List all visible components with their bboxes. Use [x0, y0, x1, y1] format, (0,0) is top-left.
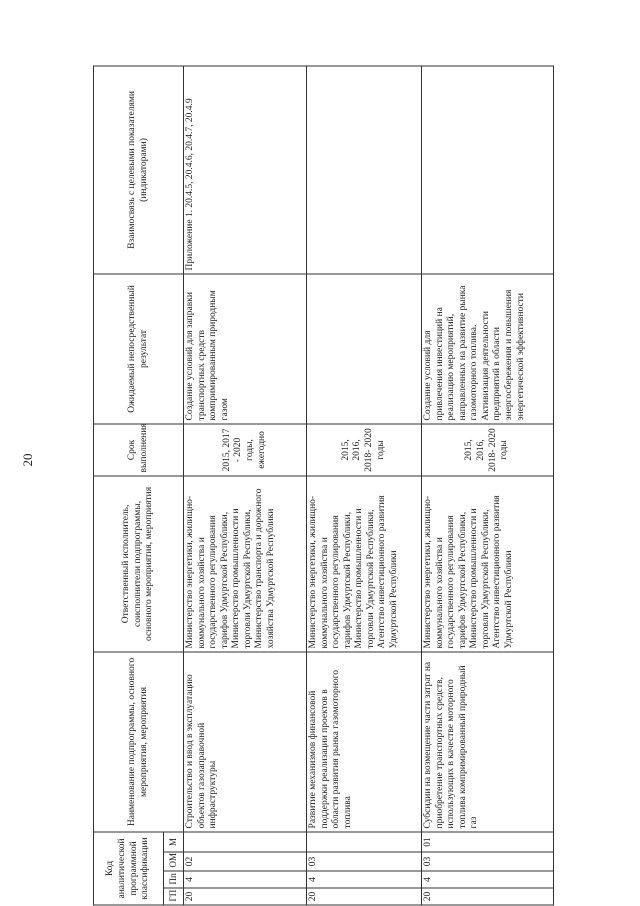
table-row — [307, 66, 422, 905]
cell-link — [422, 66, 554, 274]
cell-responsible: Министерство энергетики, жилищно-коммунального хозяйства и государственного регулирования тарифов Удмуртской Республики, Министерство промышленности и торговли Удмуртской Республики, Агентство инвестиционного развития Удмуртской Республики — [307, 476, 422, 652]
cell-name: Развитие механизмов финансовой поддержки реализации проектов в области развития рынка газомоторного топлива — [307, 652, 422, 832]
cell-gp: 20 — [184, 888, 307, 905]
cell-term: 2015, 2016, 2018- 2020 годы — [422, 424, 554, 476]
cell-result: Создание условий для заправки транспортных средств компримированным природным газом — [184, 274, 307, 424]
page-number: 20 — [20, 453, 35, 467]
cell-responsible: Министерство энергетики, жилищно-коммунального хозяйства и государственного регулирования тарифов Удмуртской Республики, Министерство промышленности и торговли Удмуртской Республики, Агентство инвестиционного развития Удмуртской Республики — [422, 476, 554, 652]
program-table — [93, 65, 554, 905]
cell-name: Строительство и ввод в эксплуатацию объектов газозаправочной инфраструктуры — [184, 652, 307, 832]
cell-om: 03 — [422, 852, 554, 871]
cell-pp: 4 — [307, 871, 422, 888]
cell-m — [184, 832, 307, 852]
cell-result — [307, 274, 422, 424]
cell-result: Создание условий для привлечения инвестиций на реализацию мероприятий, направленных на развитие рынка газомоторного топлива. Активизация деятельности предприятий в области энергосбережения и повышения энергетической эффективности — [422, 274, 554, 424]
cell-pp: 4 — [422, 871, 554, 888]
header-om: ОМ — [164, 852, 184, 871]
rotated-table-wrapper — [93, 67, 553, 906]
header-row-1 — [94, 66, 164, 905]
cell-pp: 4 — [184, 871, 307, 888]
header-term: Срок выполнения — [94, 424, 184, 476]
cell-link: Приложение 1. 20.4.5, 20.4.6, 20.4.7, 20.4.9 — [184, 66, 307, 274]
cell-responsible: Министерство энергетики, жилищно-коммунального хозяйства и государственного регулирования тарифов Удмуртской Республики, Министерство промышленности и торговли Удмуртской Республики, Министерство транспорта и дорожного хозяйства Удмуртской Республики — [184, 476, 307, 652]
cell-gp: 20 — [307, 888, 422, 905]
table-row — [184, 66, 307, 905]
header-code-group: Код аналитической программной классификации — [94, 832, 164, 905]
header-result: Ожидаемый непосредственный результат — [94, 274, 184, 424]
cell-m: 01 — [422, 832, 554, 852]
table-row — [422, 66, 554, 905]
header-responsible: Ответственный исполнитель, соисполнители подпрограммы, основного мероприятия, мероприятия — [94, 476, 184, 652]
cell-term: 2015, 2017 - 2020 годы, ежегодно — [184, 424, 307, 476]
cell-term: 2015, 2016, 2018- 2020 годы — [307, 424, 422, 476]
header-m: М — [164, 832, 184, 852]
cell-om: 02 — [184, 852, 307, 871]
cell-m — [307, 832, 422, 852]
cell-link — [307, 66, 422, 274]
cell-name: Субсидии на возмещение части затрат на приобретение транспортных средств, использующих в качестве моторного топлива компримированный природный газ — [422, 652, 554, 832]
header-pp: Пп — [164, 871, 184, 888]
header-gp: ГП — [164, 888, 184, 905]
cell-gp: 20 — [422, 888, 554, 905]
header-name: Наименование подпрограммы, основного мероприятия, мероприятия — [94, 652, 184, 832]
cell-om: 03 — [307, 852, 422, 871]
header-link: Взаимосвязь с целевыми показателями (индикаторами) — [94, 66, 184, 274]
